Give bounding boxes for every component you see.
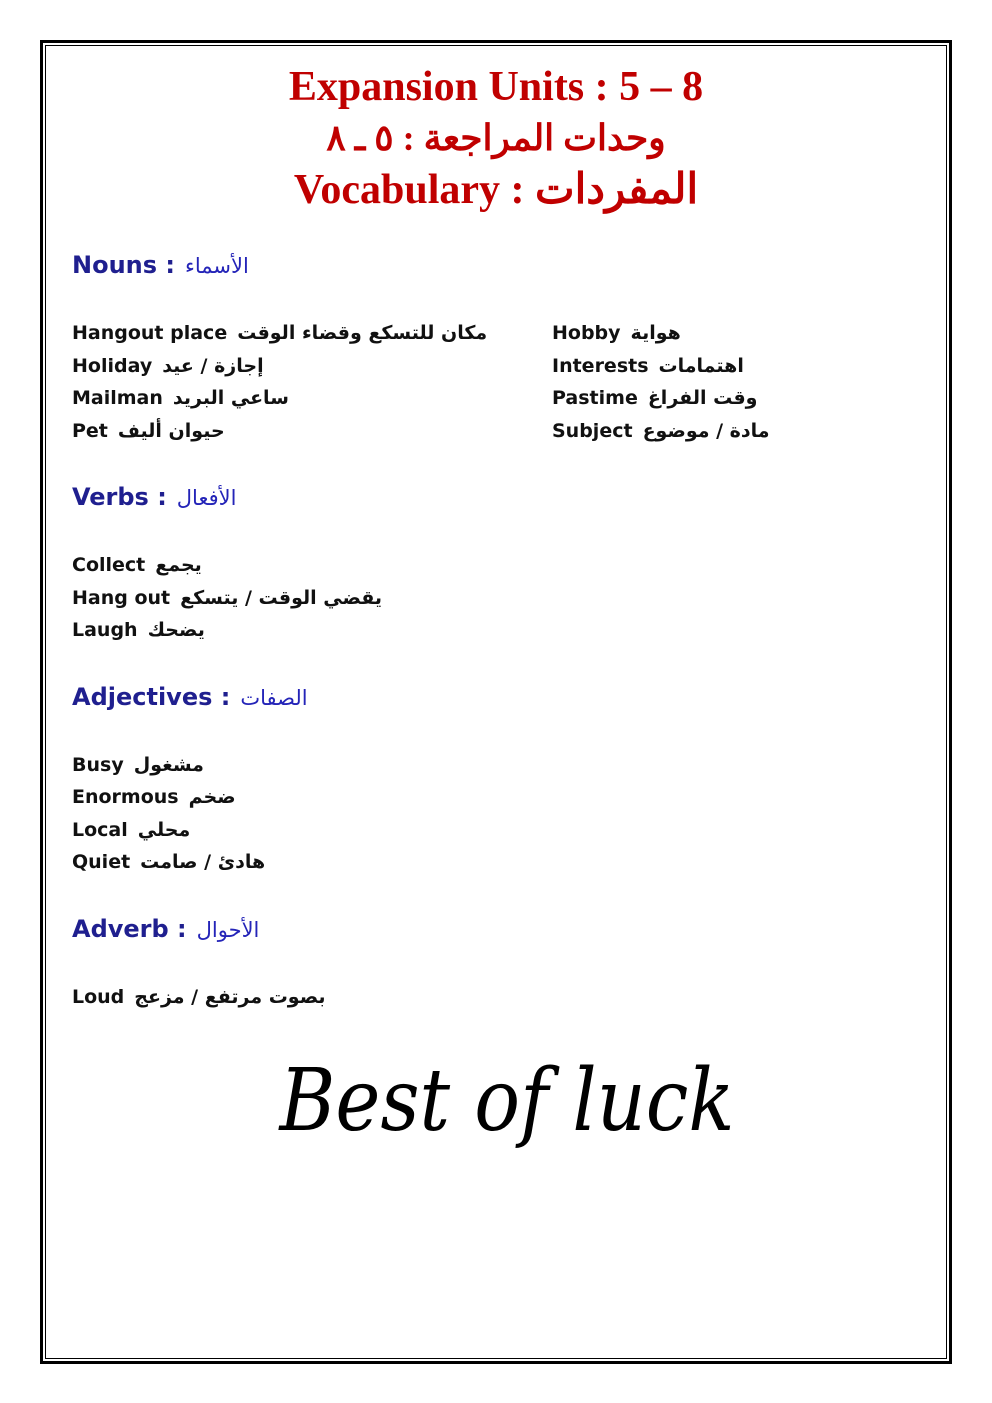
adjectives-heading bbox=[72, 682, 308, 713]
list-item bbox=[552, 416, 770, 446]
list-item bbox=[552, 383, 757, 413]
word-ar: ضخم bbox=[188, 786, 236, 808]
list-item bbox=[72, 615, 205, 645]
list-item bbox=[72, 583, 382, 613]
adverb-heading-label: Adverb : bbox=[72, 915, 187, 943]
word-ar: اهتمامات bbox=[658, 355, 744, 377]
verbs-heading-label: Verbs : bbox=[72, 483, 167, 511]
verbs-heading bbox=[72, 482, 236, 513]
word-ar: حيوان أليف bbox=[117, 420, 225, 442]
vocabulary-title: Vocabulary : المفردات bbox=[293, 167, 699, 213]
adjectives-heading-label: Adjectives : bbox=[72, 683, 231, 711]
list-item bbox=[72, 383, 289, 413]
word-ar: يضحك bbox=[147, 619, 205, 641]
adverb-heading-arabic: الأحوال bbox=[196, 918, 260, 942]
list-item bbox=[72, 815, 190, 845]
list-item bbox=[72, 982, 326, 1012]
closing-message bbox=[272, 1040, 742, 1160]
list-item bbox=[72, 318, 487, 348]
word-ar: مشغول bbox=[133, 754, 204, 776]
word-ar: مكان للتسكع وقضاء الوقت bbox=[237, 322, 488, 344]
word-en: Pastime bbox=[552, 387, 638, 409]
word-en: Holiday bbox=[72, 355, 153, 377]
adverb-heading bbox=[72, 914, 259, 945]
word-ar: هادئ / صامت bbox=[140, 851, 266, 873]
list-item bbox=[72, 550, 202, 580]
word-ar: هواية bbox=[630, 322, 681, 344]
nouns-heading-label: Nouns : bbox=[72, 251, 175, 279]
word-ar: ساعي البريد bbox=[172, 387, 289, 409]
word-ar: إجازة / عيد bbox=[162, 355, 264, 377]
page-title-arabic: وحدات المراجعة : ٥ ـ ٨ bbox=[326, 118, 666, 158]
word-ar: مادة / موضوع bbox=[642, 420, 770, 442]
word-ar: محلي bbox=[137, 819, 191, 841]
verbs-heading-arabic: الأفعال bbox=[176, 486, 237, 510]
word-en: Quiet bbox=[72, 851, 131, 873]
closing-text: Best of luck bbox=[277, 1051, 735, 1151]
list-item bbox=[552, 351, 744, 381]
page-title: Expansion Units : 5 – 8 bbox=[288, 64, 704, 110]
word-en: Hang out bbox=[72, 587, 171, 609]
word-en: Pet bbox=[72, 420, 108, 442]
word-ar: بصوت مرتفع / مزعج bbox=[134, 986, 326, 1008]
word-en: Hangout place bbox=[72, 322, 228, 344]
word-ar: يجمع bbox=[155, 554, 202, 576]
word-en: Mailman bbox=[72, 387, 163, 409]
word-en: Local bbox=[72, 819, 128, 841]
word-ar: يقضي الوقت / يتسكع bbox=[180, 587, 383, 609]
list-item bbox=[72, 750, 204, 780]
list-item bbox=[72, 782, 236, 812]
word-en: Loud bbox=[72, 986, 125, 1008]
word-en: Enormous bbox=[72, 786, 179, 808]
adjectives-heading-arabic: الصفات bbox=[240, 686, 308, 710]
list-item bbox=[552, 318, 681, 348]
nouns-heading-arabic: الأسماء bbox=[184, 254, 249, 278]
word-en: Collect bbox=[72, 554, 146, 576]
word-en: Laugh bbox=[72, 619, 138, 641]
nouns-heading bbox=[72, 250, 249, 281]
word-ar: وقت الفراغ bbox=[647, 387, 758, 409]
word-en: Hobby bbox=[552, 322, 621, 344]
list-item bbox=[72, 416, 225, 446]
list-item bbox=[72, 351, 264, 381]
word-en: Interests bbox=[552, 355, 649, 377]
list-item bbox=[72, 847, 265, 877]
word-en: Busy bbox=[72, 754, 124, 776]
word-en: Subject bbox=[552, 420, 633, 442]
